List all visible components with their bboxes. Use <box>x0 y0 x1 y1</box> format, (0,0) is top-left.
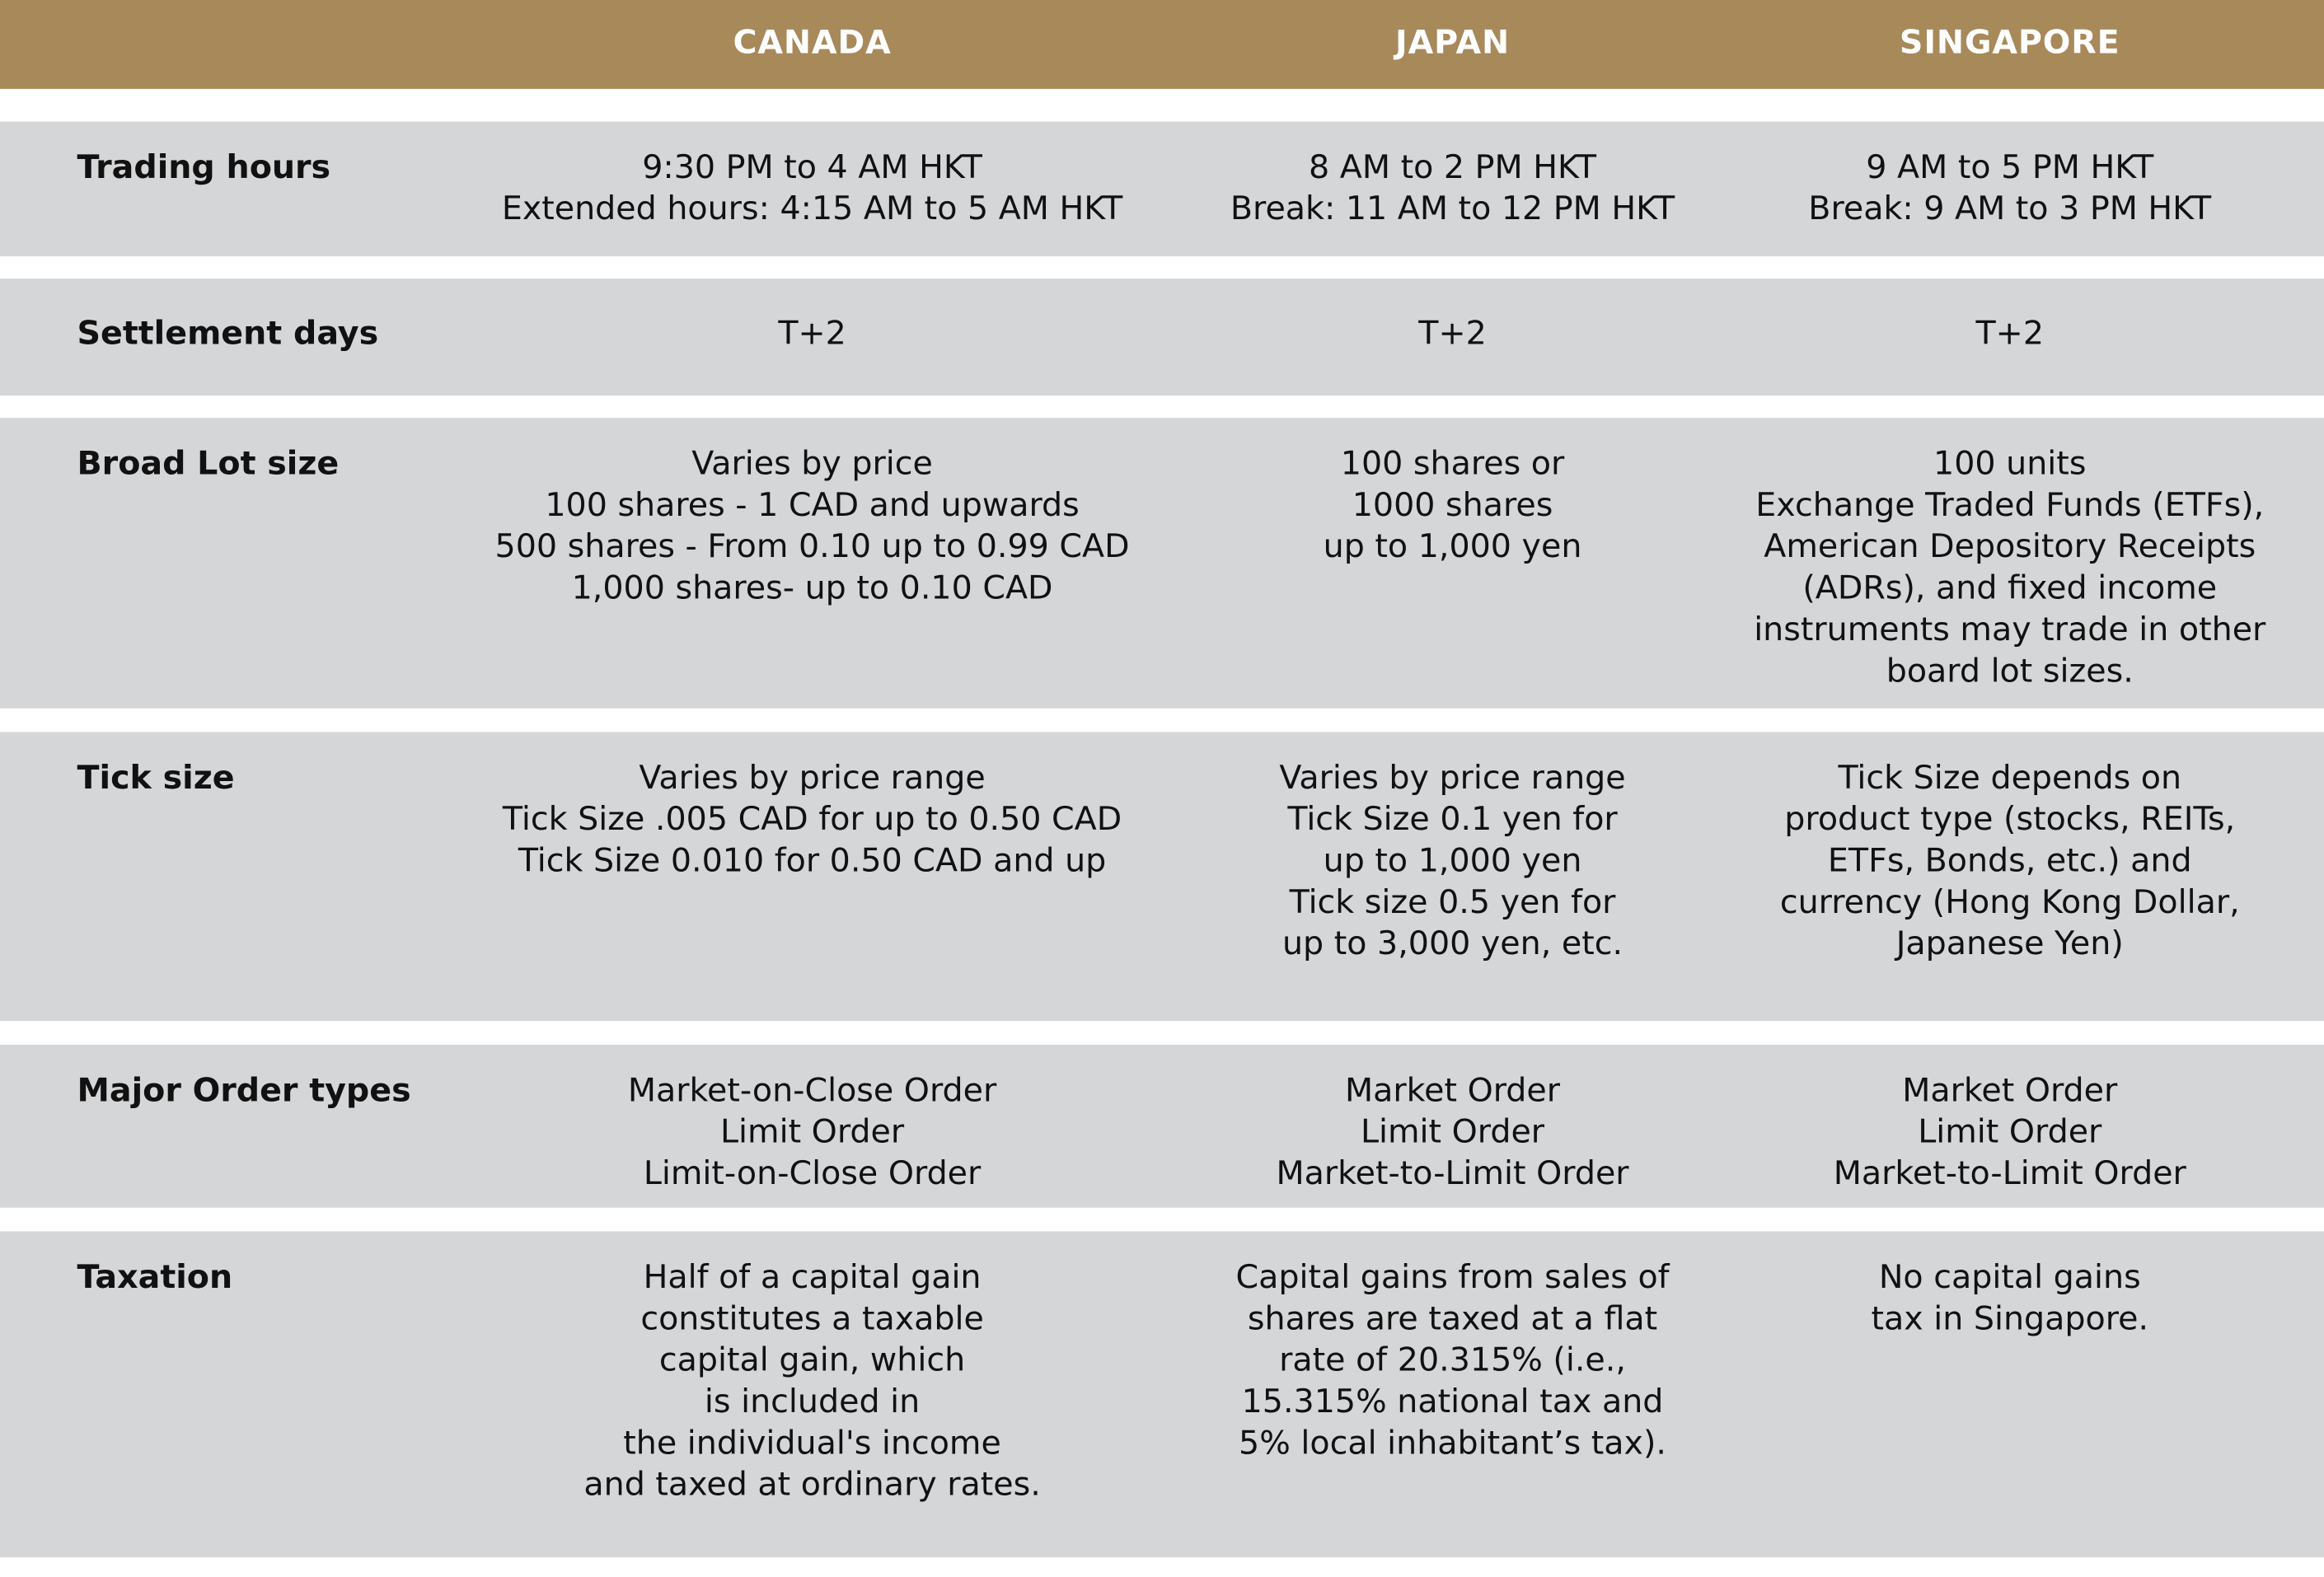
cell-singapore <box>1734 1071 2285 1196</box>
cell-japan <box>1201 759 1704 966</box>
table-row-trading-hours <box>0 121 2324 256</box>
cell-line: T+2 <box>778 316 846 353</box>
cell-japan <box>1201 1071 1704 1196</box>
cell-line: Varies by price <box>691 446 933 484</box>
cell-line: 5% local inhabitant’s tax). <box>1239 1425 1666 1463</box>
row-label: Settlement days <box>77 316 379 353</box>
cell-line: and taxed at ordinary rates. <box>583 1467 1041 1504</box>
cell-line: T+2 <box>1975 316 2045 353</box>
table-row-settlement-days <box>0 278 2324 395</box>
table-row-tick-size <box>0 732 2324 1021</box>
cell-line: Market Order <box>1902 1073 2118 1111</box>
table-row-major-order-types <box>0 1045 2324 1208</box>
cell-singapore <box>1734 759 2285 966</box>
cell-line: instruments may trade in other <box>1754 611 2266 649</box>
cell-line: American Depository Receipts <box>1764 529 2256 567</box>
cell-line: T+2 <box>1418 316 1487 353</box>
cell-line: Varies by price range <box>1279 760 1626 798</box>
column-header-japan: JAPAN <box>1395 25 1510 63</box>
cell-line: Extended hours: 4:15 AM to 5 AM HKT <box>501 191 1123 228</box>
cell-line: Varies by price range <box>639 760 986 798</box>
cell-line: Market-to-Limit Order <box>1276 1155 1629 1193</box>
cell-singapore <box>1734 445 2285 694</box>
cell-line: (ADRs), and fixed income <box>1802 570 2218 608</box>
cell-line: Limit Order <box>1918 1114 2102 1152</box>
cell-line: 9:30 PM to 4 AM HKT <box>642 149 982 187</box>
cell-canada <box>471 1071 1153 1196</box>
cell-line: ETFs, Bonds, etc.) and <box>1827 843 2192 881</box>
cell-line: up to 1,000 yen <box>1323 529 1582 567</box>
cell-line: 100 units <box>1933 446 2087 484</box>
cell-japan <box>1201 148 1704 232</box>
column-header-canada: CANADA <box>733 25 892 63</box>
cell-line: shares are taxed at a flat <box>1247 1301 1658 1339</box>
cell-canada <box>471 759 1153 883</box>
cell-line: Japanese Yen) <box>1895 926 2124 964</box>
cell-line: Break: 9 AM to 3 PM HKT <box>1808 191 2212 228</box>
cell-line: the individual's income <box>623 1425 1001 1463</box>
cell-canada <box>471 148 1153 232</box>
row-label: Tick size <box>77 760 235 798</box>
cell-japan <box>1201 445 1704 569</box>
column-header-singapore: SINGAPORE <box>1899 25 2120 63</box>
cell-singapore <box>1734 1258 2285 1341</box>
cell-singapore <box>1734 314 2285 355</box>
cell-line: 100 shares - 1 CAD and upwards <box>545 487 1080 525</box>
cell-line: product type (stocks, REITs, <box>1784 801 2236 839</box>
cell-line: Break: 11 AM to 12 PM HKT <box>1230 191 1675 228</box>
cell-line: constitutes a taxable <box>640 1301 984 1339</box>
cell-singapore <box>1734 148 2285 232</box>
row-label: Trading hours <box>77 149 331 187</box>
cell-line: Tick Size 0.010 for 0.50 CAD and up <box>518 843 1107 881</box>
cell-line: 100 shares or <box>1340 446 1565 484</box>
table-header <box>0 0 2324 89</box>
cell-line: Tick Size .005 CAD for up to 0.50 CAD <box>502 801 1122 839</box>
cell-line: Tick Size 0.1 yen for <box>1287 801 1618 839</box>
cell-canada <box>471 445 1153 611</box>
cell-line: currency (Hong Kong Dollar, <box>1779 884 2240 922</box>
cell-line: Limit Order <box>720 1114 905 1152</box>
cell-line: 1000 shares <box>1352 487 1553 525</box>
cell-japan <box>1201 314 1704 355</box>
cell-line: Capital gains from sales of <box>1235 1259 1670 1297</box>
row-label: Broad Lot size <box>77 446 340 484</box>
table-row-broad-lot-size <box>0 418 2324 709</box>
cell-line: Exchange Traded Funds (ETFs), <box>1755 487 2265 525</box>
cell-line: 8 AM to 2 PM HKT <box>1309 149 1597 187</box>
cell-line: capital gain, which <box>658 1342 966 1380</box>
cell-line: Tick size 0.5 yen for <box>1289 884 1616 922</box>
cell-line: Tick Size depends on <box>1838 760 2182 798</box>
cell-line: up to 1,000 yen <box>1323 843 1582 881</box>
cell-line: Market-on-Close Order <box>627 1073 997 1111</box>
cell-japan <box>1201 1258 1704 1466</box>
cell-line: No capital gains <box>1878 1259 2141 1297</box>
row-label: Taxation <box>77 1259 233 1297</box>
cell-line: 15.315% national tax and <box>1241 1383 1664 1421</box>
cell-line: Limit-on-Close Order <box>643 1155 982 1193</box>
cell-line: board lot sizes. <box>1886 653 2134 691</box>
cell-canada <box>471 1258 1153 1507</box>
table-row-taxation <box>0 1232 2324 1558</box>
cell-line: 1,000 shares- up to 0.10 CAD <box>571 570 1053 608</box>
cell-line: up to 3,000 yen, etc. <box>1281 926 1624 964</box>
cell-line: 500 shares - From 0.10 up to 0.99 CAD <box>494 529 1130 567</box>
cell-line: rate of 20.315% (i.e., <box>1279 1342 1626 1380</box>
cell-line: Limit Order <box>1360 1114 1545 1152</box>
cell-line: 9 AM to 5 PM HKT <box>1866 149 2154 187</box>
cell-line: Market Order <box>1344 1073 1561 1111</box>
row-label: Major Order types <box>77 1073 411 1111</box>
cell-canada <box>471 314 1153 355</box>
cell-line: Market-to-Limit Order <box>1833 1155 2186 1193</box>
cell-line: Half of a capital gain <box>643 1259 982 1297</box>
cell-line: tax in Singapore. <box>1871 1301 2149 1339</box>
cell-line: is included in <box>704 1383 921 1421</box>
